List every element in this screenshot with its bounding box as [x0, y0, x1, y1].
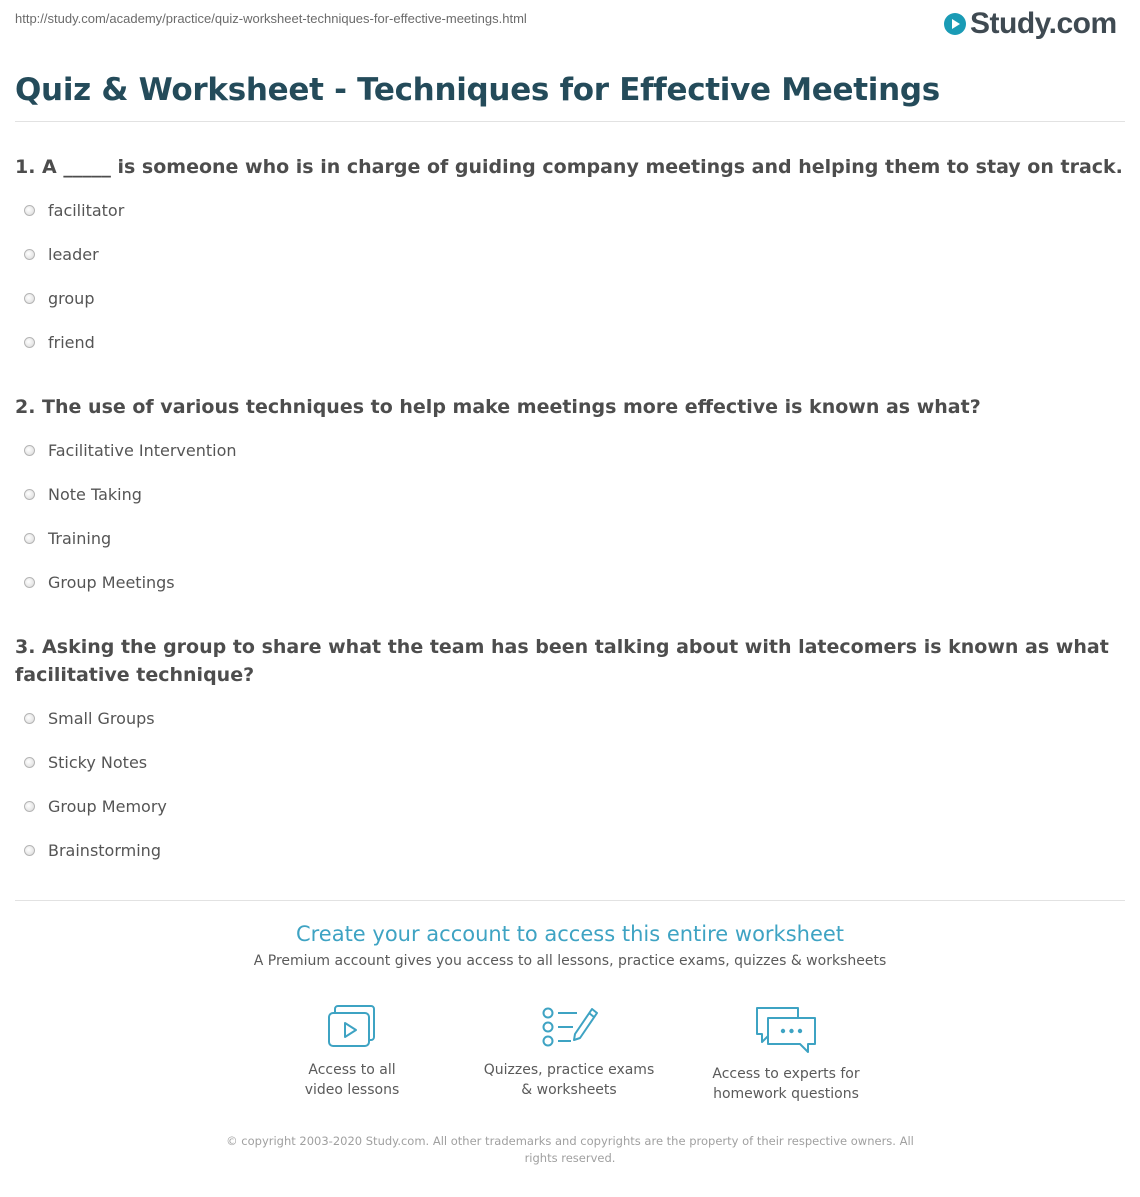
feature-label-line2: & worksheets	[521, 1082, 617, 1098]
feature-label-line2: homework questions	[713, 1086, 859, 1102]
option-label: Training	[48, 528, 112, 548]
page-title: Quiz & Worksheet - Techniques for Effective Meetings	[15, 72, 940, 108]
option-label: Facilitative Intervention	[48, 440, 237, 460]
video-lessons-icon	[326, 1004, 378, 1050]
question-3-text: 3. Asking the group to share what the team has been talking about with latecomers is known as what facilitative technique?	[15, 636, 1109, 686]
option-label: Sticky Notes	[48, 752, 148, 772]
q2-option-2[interactable]	[24, 482, 142, 506]
radio-button[interactable]	[24, 489, 35, 500]
option-label: Small Groups	[48, 708, 155, 728]
play-circle-icon	[944, 13, 966, 35]
cta-divider	[15, 900, 1125, 901]
question-2-text: 2. The use of various techniques to help make meetings more effective is known as what?	[15, 396, 981, 418]
q3-option-1[interactable]	[24, 706, 155, 730]
logo-text: Study.com	[970, 7, 1117, 40]
feature-quizzes	[469, 1004, 669, 1100]
radio-button[interactable]	[24, 713, 35, 724]
radio-button[interactable]	[24, 293, 35, 304]
copyright-footer	[0, 1133, 1140, 1167]
radio-button[interactable]	[24, 533, 35, 544]
radio-button[interactable]	[24, 577, 35, 588]
q3-option-4[interactable]	[24, 838, 161, 862]
q2-option-4[interactable]	[24, 570, 175, 594]
feature-label-line1: Access to experts for	[712, 1066, 860, 1082]
radio-button[interactable]	[24, 845, 35, 856]
option-label: Group Memory	[48, 796, 167, 816]
radio-button[interactable]	[24, 249, 35, 260]
q1-option-4[interactable]	[24, 330, 95, 354]
option-label: facilitator	[48, 200, 125, 220]
radio-button[interactable]	[24, 205, 35, 216]
option-label: friend	[48, 332, 95, 352]
option-label: Note Taking	[48, 484, 142, 504]
copyright-text: © copyright 2003-2020 Study.com. All other trademarks and copyrights are the property of their respective owners. All rights reserved.	[226, 1134, 914, 1165]
feature-label-line1: Access to all	[308, 1062, 396, 1078]
feature-label-line2: video lessons	[304, 1082, 400, 1098]
feature-video-lessons	[252, 1004, 452, 1100]
title-divider	[15, 121, 1125, 122]
option-label: leader	[48, 244, 99, 264]
q1-option-2[interactable]	[24, 242, 99, 266]
cta-title-link[interactable]: Create your account to access this entire worksheet	[295, 922, 845, 946]
feature-experts	[686, 1004, 886, 1104]
page-url: http://study.com/academy/practice/quiz-worksheet-techniques-for-effective-meetings.html	[15, 11, 527, 26]
q2-option-3[interactable]	[24, 526, 111, 550]
chat-bubbles-icon	[754, 1004, 818, 1054]
study-logo[interactable]	[944, 6, 1117, 42]
quiz-checklist-icon	[539, 1004, 599, 1050]
feature-label-line1: Quizzes, practice exams	[483, 1062, 655, 1078]
option-label: Group Meetings	[48, 572, 175, 592]
q1-option-3[interactable]	[24, 286, 94, 310]
radio-button[interactable]	[24, 337, 35, 348]
option-label: Brainstorming	[48, 840, 161, 860]
radio-button[interactable]	[24, 801, 35, 812]
q2-option-1[interactable]	[24, 438, 237, 462]
question-1-text: 1. A _____ is someone who is in charge of guiding company meetings and helping them to stay on track.	[15, 156, 1123, 178]
cta-subtitle: A Premium account gives you access to all lessons, practice exams, quizzes & worksheets	[253, 953, 887, 969]
q3-option-2[interactable]	[24, 750, 147, 774]
radio-button[interactable]	[24, 757, 35, 768]
radio-button[interactable]	[24, 445, 35, 456]
q3-option-3[interactable]	[24, 794, 167, 818]
q1-option-1[interactable]	[24, 198, 124, 222]
option-label: group	[48, 288, 95, 308]
